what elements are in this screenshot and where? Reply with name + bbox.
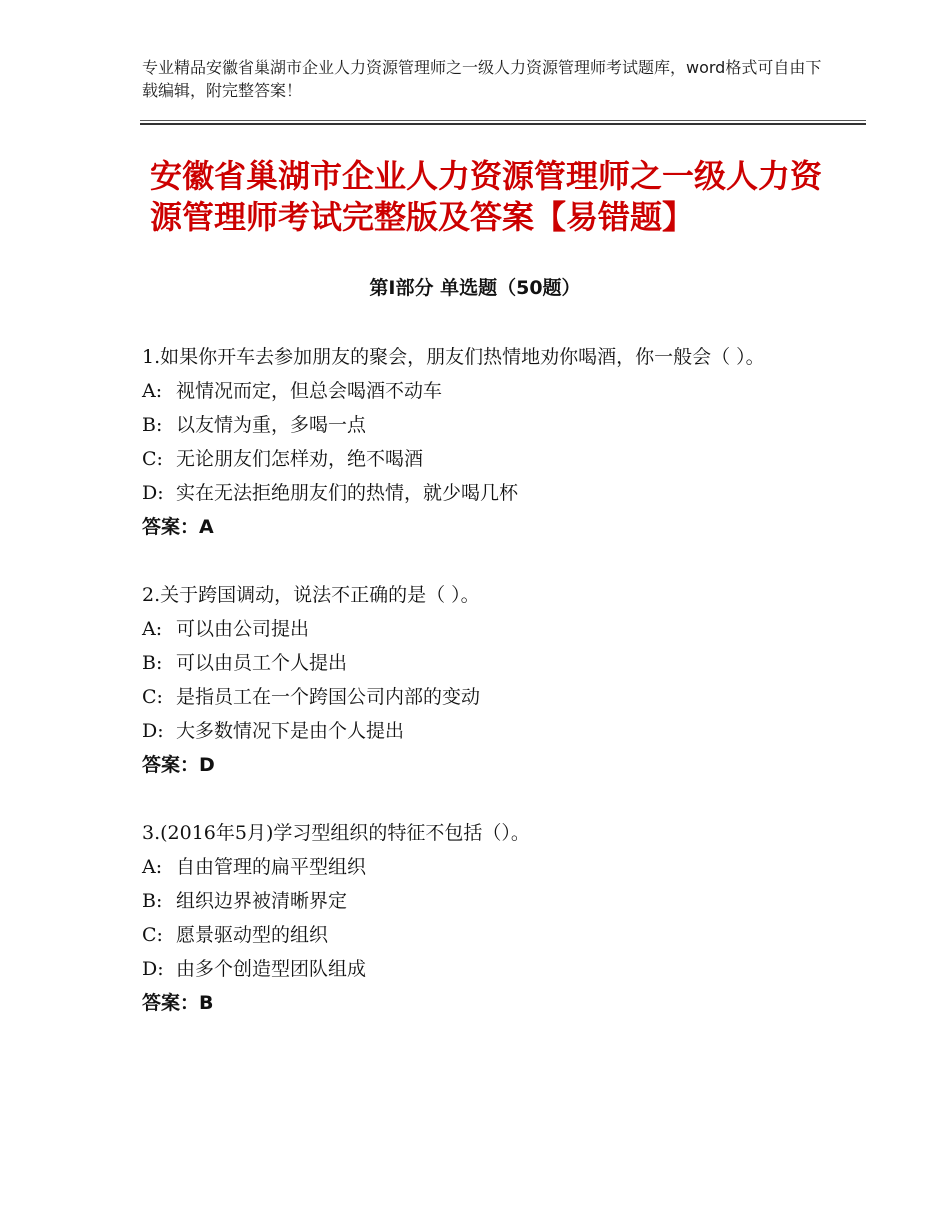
option-text: 视情况而定，但总会喝酒不动车	[176, 380, 443, 402]
option-d	[142, 714, 812, 748]
option-d	[142, 952, 812, 986]
option-text: 是指员工在一个跨国公司内部的变动	[176, 686, 481, 708]
question-stem: 2.关于跨国调动，说法不正确的是（ ）。	[142, 584, 480, 606]
option-text: 自由管理的扁平型组织	[176, 856, 367, 878]
option-letter: B:	[142, 652, 163, 674]
option-text: 以友情为重，多喝一点	[176, 414, 367, 436]
question-item	[142, 816, 812, 1020]
option-d	[142, 476, 812, 510]
option-c	[142, 442, 812, 476]
option-text: 实在无法拒绝朋友们的热情，就少喝几杯	[176, 482, 519, 504]
option-letter: D:	[142, 482, 164, 504]
option-letter: D:	[142, 720, 164, 742]
option-a	[142, 612, 812, 646]
question-item	[142, 578, 812, 782]
document-title: 安徽省巢湖市企业人力资源管理师之一级人力资源管理师考试完整版及答案【易错题】	[150, 157, 823, 236]
answer-line: 答案：B	[142, 992, 214, 1014]
question-stem: 1.如果你开车去参加朋友的聚会，朋友们热情地劝你喝酒，你一般会（ ）。	[142, 346, 765, 368]
option-text: 可以由员工个人提出	[176, 652, 348, 674]
option-letter: B:	[142, 414, 163, 436]
option-b	[142, 884, 812, 918]
option-text: 大多数情况下是由个人提出	[176, 720, 405, 742]
option-b	[142, 646, 812, 680]
option-letter: C:	[142, 686, 163, 708]
option-text: 愿景驱动型的组织	[176, 924, 329, 946]
option-letter: A:	[142, 380, 163, 402]
option-letter: C:	[142, 924, 163, 946]
option-a	[142, 850, 812, 884]
section-heading: 第Ⅰ部分 单选题（50题）	[369, 277, 581, 299]
answer-line: 答案：A	[142, 516, 214, 538]
option-letter: B:	[142, 890, 163, 912]
question-item	[142, 340, 812, 544]
option-letter: C:	[142, 448, 163, 470]
answer-line: 答案：D	[142, 754, 215, 776]
option-c	[142, 680, 812, 714]
option-b	[142, 408, 812, 442]
header-divider	[140, 120, 866, 125]
question-list	[142, 340, 812, 1054]
option-letter: A:	[142, 618, 163, 640]
option-text: 无论朋友们怎样劝，绝不喝酒	[176, 448, 424, 470]
question-stem: 3.(2016年5月)学习型组织的特征不包括（）。	[142, 822, 530, 844]
option-text: 由多个创造型团队组成	[176, 958, 367, 980]
option-letter: D:	[142, 958, 164, 980]
header-note: 专业精品安徽省巢湖市企业人力资源管理师之一级人力资源管理师考试题库，word格式可自由下载编辑，附完整答案！	[142, 58, 822, 100]
option-a	[142, 374, 812, 408]
option-c	[142, 918, 812, 952]
option-text: 可以由公司提出	[176, 618, 310, 640]
option-letter: A:	[142, 856, 163, 878]
option-text: 组织边界被清晰界定	[176, 890, 348, 912]
